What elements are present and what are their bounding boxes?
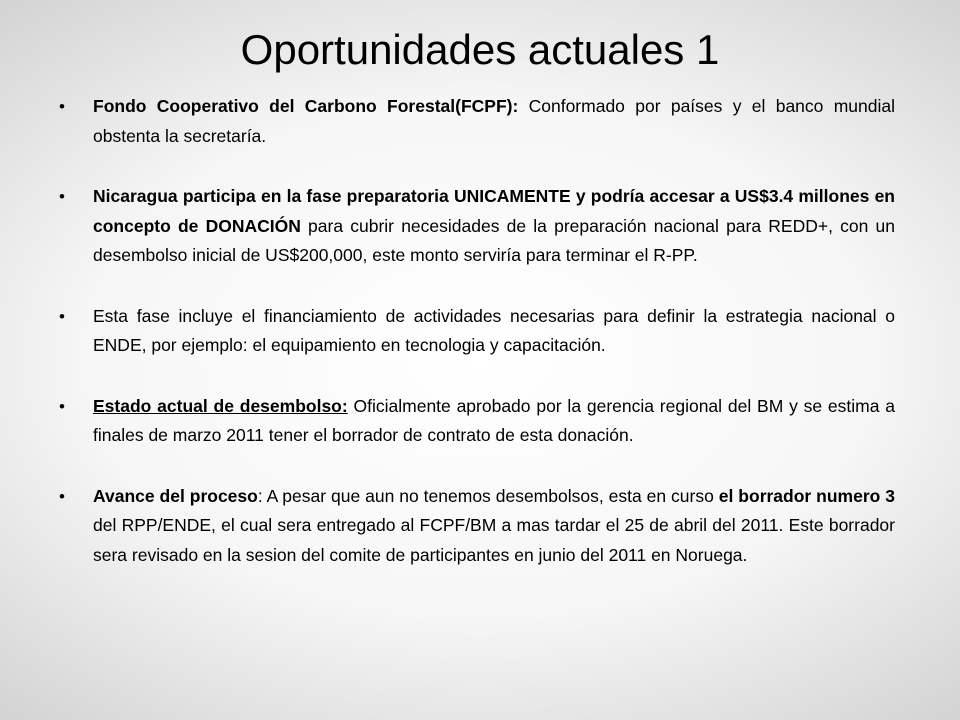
bullet-dot-icon: • [59,396,65,416]
bullet-item [55,182,895,271]
bullet-dot-icon: • [59,486,65,506]
bullet-item [55,482,895,571]
bullet-text: Esta fase incluye el financiamiento de actividades necesarias para definir la estrategia nacional o ENDE, por ejemplo: el equipamiento en tecnologia y capacitación. [93,305,895,355]
bullet-dot-icon: • [59,97,65,116]
bullet-dot-icon: • [59,187,65,206]
bullet-text: : A pesar que aun no tenemos desembolsos, esta en curso [257,485,719,506]
bullet-text-bold-underline: Estado actual de desembolso: [93,395,348,416]
bullet-text-bold: el borrador numero 3 [718,485,896,506]
bullet-item [55,302,895,361]
bullet-text-bold: Nicaragua participa en la fase preparatoria UNICAMENTE y podría accesar a US$3.4 millones en concepto de DONACIÓN [93,186,895,236]
bullet-text-bold: Avance del proceso [93,485,258,506]
bullet-text: para cubrir necesidades de la preparación nacional para REDD+, con un desembolso inicial de US$200,000, este monto serviría para terminar el R-PP. [93,215,895,265]
bullet-dot-icon: • [59,306,65,326]
bullet-item [55,92,895,151]
bullet-text: del RPP/ENDE, el cual sera entregado al FCPF/BM a mas tardar el 25 de abril del 2011. Este borrador sera revisado en la sesion del comite de participantes en junio del 2011 en Noruega. [93,515,895,565]
bullet-list [55,92,895,601]
bullet-text: Oficialmente aprobado por la gerencia regional del BM y se estima a finales de marzo 2011 tener el borrador de contrato de esta donación. [93,395,895,445]
bullet-item [55,392,895,451]
slide-title: Oportunidades actuales 1 [240,26,720,73]
bullet-text: Conformado por países y el banco mundial obstenta la secretaría. [93,96,896,146]
bullet-text-bold: Fondo Cooperativo del Carbono Forestal(FCPF): [93,96,519,116]
